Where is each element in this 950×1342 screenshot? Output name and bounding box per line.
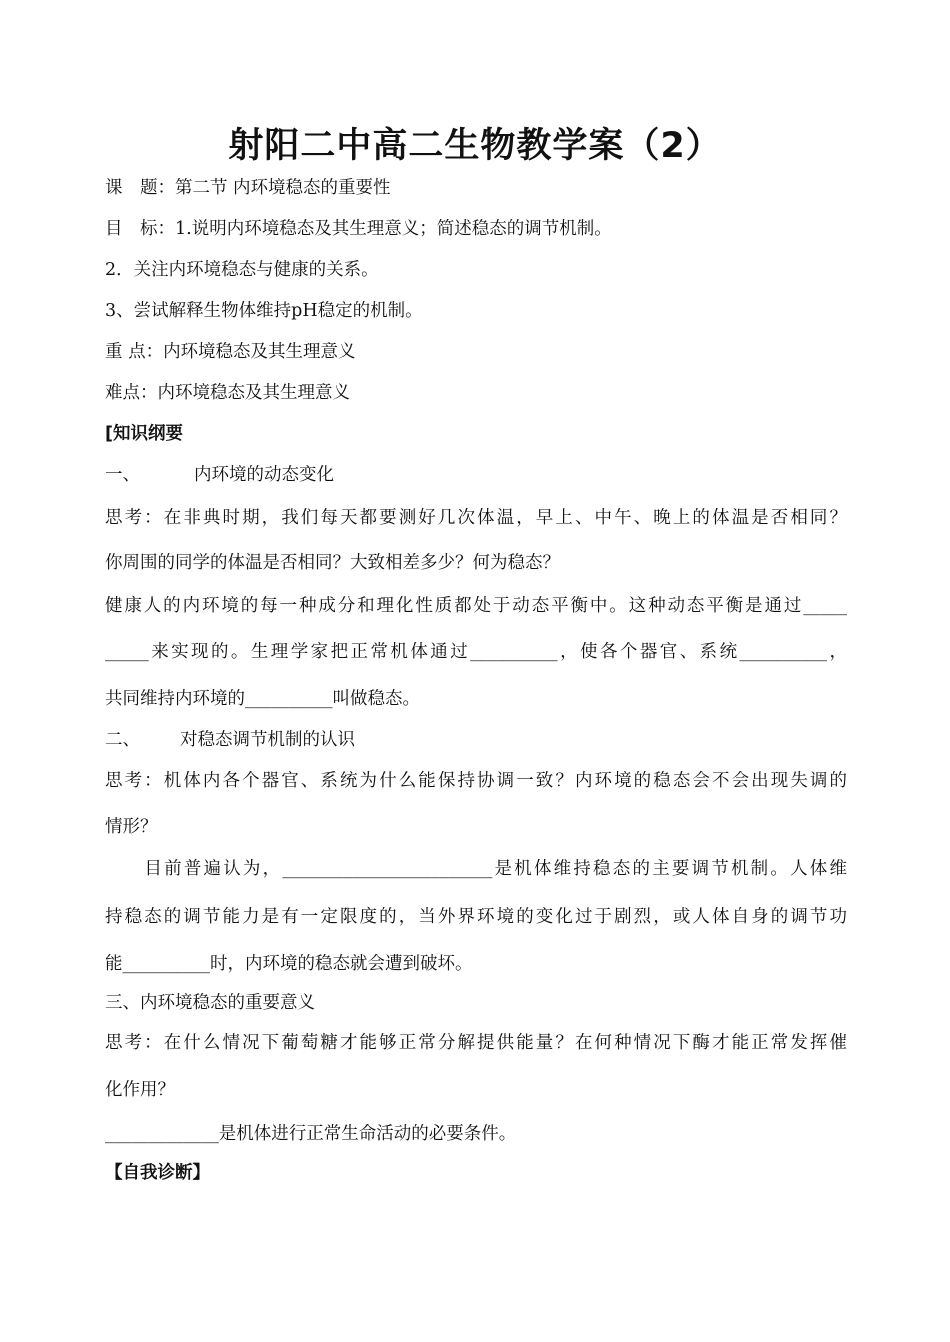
section-3-fill-line-1: _____________是机体进行正常生命活动的必要条件。: [105, 1124, 517, 1144]
difficulty-line: 难点：内环境稳态及其生理意义: [105, 383, 350, 403]
goal-line-3: 3、尝试解释生物体维持pH稳定的机制。: [105, 301, 423, 321]
section-1-think-line-1: 思考：在非典时期，我们每天都要测好几次体温，早上、中午、晚上的体温是否相同？: [105, 508, 847, 528]
section-1-fill-line-1: 健康人的内环境的每一种成分和理化性质都处于动态平衡中。这种动态平衡是通过_____: [105, 596, 847, 616]
goal-line-1: 目 标：1.说明内环境稳态及其生理意义；简述稳态的调节机制。: [105, 219, 612, 239]
section-2-fill-line-3: 能__________时，内环境的稳态就会遭到破坏。: [105, 954, 473, 974]
section-1-title: 内环境的动态变化: [194, 465, 334, 485]
section-3-think-line-1: 思考：在什么情况下葡萄糖才能够正常分解提供能量？在何种情况下酶才能正常发挥催: [105, 1033, 847, 1053]
section-2-title: 对稳态调节机制的认识: [180, 730, 355, 750]
section-2-number: 二、: [105, 730, 140, 750]
section-1-fill-line-3: 共同维持内环境的__________叫做稳态。: [105, 689, 420, 709]
section-2-heading: [105, 727, 355, 753]
section-3-heading: 三、内环境稳态的重要意义: [105, 993, 315, 1013]
section-1-fill-line-2: _____来实现的。生理学家把正常机体通过__________，使各个器官、系统__________，: [105, 642, 847, 662]
self-check-heading: 【自我诊断】: [105, 1163, 210, 1183]
section-1-number: 一、: [105, 465, 140, 485]
topic-line: 课 题：第二节 内环境稳态的重要性: [105, 178, 391, 198]
page-title: 射阳二中高二生物教学案（2）: [228, 126, 722, 166]
section-2-fill-line-2: 持稳态的调节能力是有一定限度的，当外界环境的变化过于剧烈，或人体自身的调节功: [105, 907, 847, 927]
section-3-think-line-2: 化作用？: [105, 1080, 175, 1100]
key-point-line: 重 点：内环境稳态及其生理意义: [105, 342, 356, 362]
goal-line-2: 2．关注内环境稳态与健康的关系。: [105, 260, 379, 280]
section-1-think-line-2: 你周围的同学的体温是否相同？大致相差多少？何为稳态？: [105, 553, 560, 573]
outline-heading: [知识纲要: [105, 424, 183, 444]
section-2-think-line-2: 情形？: [105, 817, 158, 837]
section-1-heading: [105, 462, 334, 488]
section-2-think-line-1: 思考：机体内各个器官、系统为什么能保持协调一致？内环境的稳态会不会出现失调的: [105, 771, 847, 791]
section-2-fill-line-1: 目前普遍认为，________________________是机体维持稳态的主要调节机制。人体维: [105, 859, 847, 879]
